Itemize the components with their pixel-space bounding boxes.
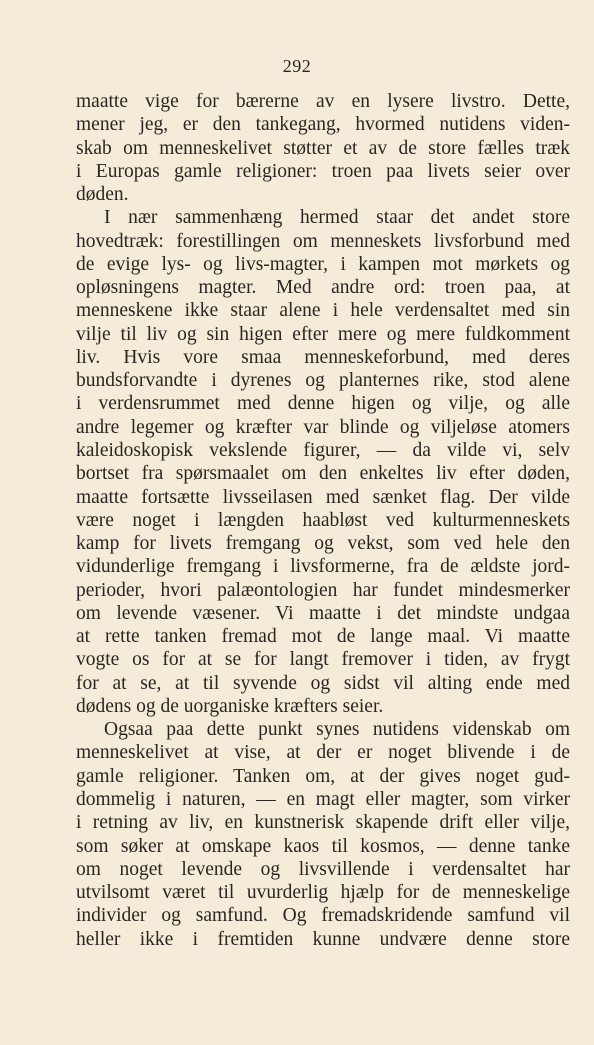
text-line: liv. Hvis vore smaa menneskeforbund, med deres [76, 346, 570, 368]
body-text [76, 90, 570, 951]
text-line: dommelig i naturen, — en magt eller magter, som virker [76, 788, 570, 810]
text-line: skab om menneskelivet støtter et av de store fælles træk [76, 137, 570, 159]
text-line: utvilsomt været til uvurderlig hjælp for de menneskelige [76, 882, 570, 904]
text-line: individer og samfund. Og fremadskridende samfund vil [76, 905, 570, 927]
text-line: Ogsaa paa dette punkt synes nutidens videnskab om [104, 719, 570, 741]
text-line: dødens og de uorganiske kræfters seier. [76, 695, 384, 717]
text-line: de evige lys- og livs-magter, i kampen mot mørkets og [76, 253, 570, 275]
text-line: i verdensrummet med denne higen og vilje, og alle [76, 393, 570, 415]
text-line: menneskene ikke staar alene i hele verdensaltet med sin [76, 300, 570, 322]
page-number: 292 [282, 56, 312, 76]
text-line: vogte os for at se for langt fremover i tiden, av frygt [76, 649, 570, 671]
text-line: i Europas gamle religioner: troen paa livets seier over [76, 160, 570, 182]
text-line: perioder, hvori palæontologien har fundet mindesmerker [76, 579, 570, 601]
text-line: hovedtræk: forestillingen om menneskets livsforbund med [76, 230, 570, 252]
text-line: menneskelivet at vise, at der er noget blivende i de [76, 742, 570, 764]
text-line: kamp for livets fremgang og vekst, som ved hele den [76, 533, 570, 555]
text-line: døden. [76, 184, 129, 206]
text-line: om levende væsener. Vi maatte i det mindste undgaa [76, 602, 570, 624]
text-line: andre legemer og kræfter var blinde og viljeløse atomers [76, 416, 570, 438]
text-line: i retning av liv, en kunstnerisk skapende drift eller vilje, [76, 812, 570, 834]
text-line: mener jeg, er den tankegang, hvormed nutidens viden- [76, 114, 570, 136]
text-line: maatte fortsætte livsseilasen med sænket flag. Der vilde [76, 486, 570, 508]
text-line: I nær sammenhæng hermed staar det andet store [104, 207, 570, 229]
text-line: gamle religioner. Tanken om, at der gives noget gud- [76, 765, 570, 787]
text-line: opløsningens magter. Med andre ord: troen paa, at [76, 277, 570, 299]
text-line: bortset fra spørsmaalet om den enkeltes liv efter døden, [76, 463, 570, 485]
text-line: være noget i længden haabløst ved kulturmenneskets [76, 509, 570, 531]
text-line: kaleidoskopisk vekslende figurer, — da vilde vi, selv [76, 439, 570, 461]
text-line: om noget levende og livsvillende i verdensaltet har [76, 858, 570, 880]
text-line: vidunderlige fremgang i livsformerne, fra de ældste jord- [76, 556, 570, 578]
text-line: at rette tanken fremad mot de lange maal. Vi maatte [76, 626, 570, 648]
text-line: maatte vige for bærerne av en lysere livstro. Dette, [76, 91, 570, 112]
text-line: bundsforvandte i dyrenes og planternes rike, stod alene [76, 370, 570, 392]
text-line: for at se, at til syvende og sidst vil alting ende med [76, 672, 570, 694]
text-line: vilje til liv og sin higen efter mere og mere fuldkomment [76, 323, 570, 345]
text-line: heller ikke i fremtiden kunne undvære denne store [76, 928, 570, 950]
text-line: som søker at omskape kaos til kosmos, — denne tanke [76, 835, 570, 857]
